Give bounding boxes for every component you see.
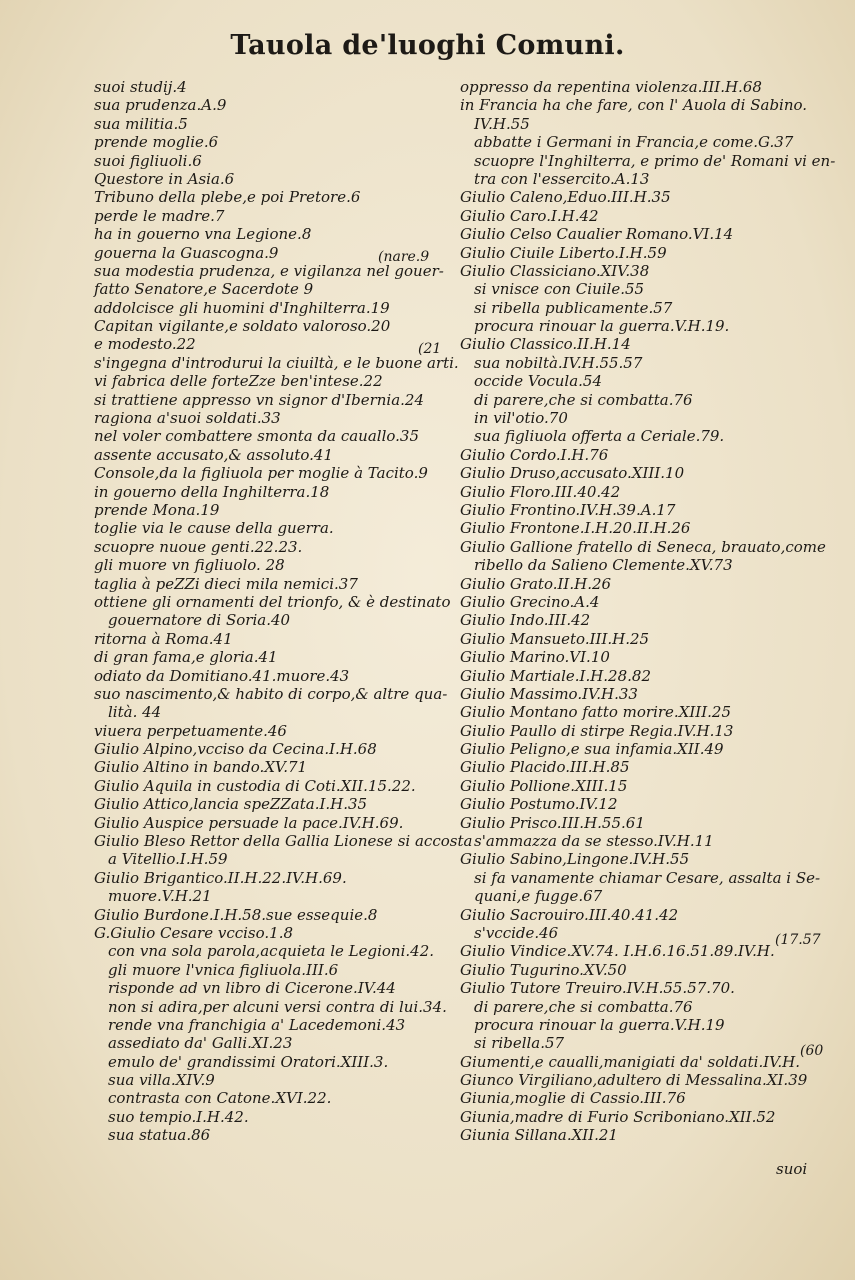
- index-entry: scuopre l'Inghilterra, e primo de' Romani vi en-: [474, 151, 836, 170]
- index-entry: sua modestia prudenza, e vigilanza nel gouer-: [94, 261, 444, 280]
- index-entry: con vna sola parola,acquieta le Legioni.42.: [108, 942, 435, 961]
- index-entry: rende vna franchigia a' Lacedemoni.43: [108, 1015, 406, 1034]
- index-entry: abbatte i Germani in Francia,e come.G.37: [474, 133, 794, 152]
- index-entry: Giulio Frontone.I.H.20.II.H.26: [460, 519, 691, 538]
- margin-note: (nare.9: [378, 249, 430, 265]
- index-entry: oppresso da repentina violenza.III.H.68: [460, 78, 762, 96]
- index-entry: prende moglie.6: [94, 133, 219, 152]
- margin-note: (21: [418, 341, 442, 357]
- index-entry: s'ingegna d'introdurui la ciuiltà, e le buone arti.: [94, 353, 459, 372]
- index-entry: Giulio Brigantico.II.H.22.IV.H.69.: [94, 868, 347, 887]
- index-entry: nel voler combattere smonta da cauallo.35: [94, 427, 419, 446]
- index-entry: si trattiene appresso vn signor d'Ibernia.24: [94, 390, 425, 409]
- index-entry: Questore in Asia.6: [94, 169, 235, 188]
- margin-note: (17.57: [775, 932, 821, 948]
- index-entry: assediato da' Galli.XI.23: [108, 1034, 293, 1053]
- index-entry: Giulio Sabino,Lingone.IV.H.55: [460, 850, 690, 869]
- index-entry: sua figliuola offerta a Ceriale.79.: [474, 427, 725, 446]
- index-entry: ottiene gli ornamenti del trionfo, & è destinato: [94, 592, 451, 611]
- index-entry: Giulio Grato.II.H.26: [460, 574, 612, 593]
- index-entry: Giulio Indo.III.42: [460, 611, 591, 630]
- index-entry: Giulio Floro.III.40.42: [460, 482, 621, 501]
- index-entry: Giulio Massimo.IV.H.33: [460, 684, 638, 703]
- index-entry: vi fabrica delle forteZze ben'intese.22: [94, 372, 383, 391]
- index-entry: Giulio Sacrouiro.III.40.41.42: [460, 905, 679, 924]
- index-entry: Giulio Altino in bando.XV.71: [94, 758, 308, 777]
- index-entry: occide Vocula.54: [474, 372, 603, 391]
- index-entry: risponde ad vn libro di Cicerone.IV.44: [108, 979, 396, 998]
- index-entry: sua villa.XIV.9: [108, 1071, 215, 1090]
- index-entry: tra con l'essercito.A.13: [474, 169, 650, 188]
- index-entry: ragiona a'suoi soldati.33: [94, 409, 281, 428]
- index-entry: non si adira,per alcuni versi contra di lui.34.: [108, 997, 447, 1016]
- index-entry: Giulio Tugurino.XV.50: [460, 960, 627, 979]
- index-entry: in Francia ha che fare, con l' Auola di Sabino.: [460, 96, 808, 115]
- index-entry: si ribella.57: [474, 1034, 565, 1053]
- index-entry: Giulio Placido.III.H.85: [460, 758, 630, 777]
- page-title: Tauola de'luoghi Comuni.: [230, 30, 625, 61]
- index-entry: Giunia,moglie di Cassio.III.76: [460, 1089, 686, 1108]
- index-entry: si vnisce con Ciuile.55: [474, 280, 645, 299]
- index-entry: ha in gouerno vna Legione.8: [94, 225, 312, 244]
- index-entry: sua nobiltà.IV.H.55.57: [474, 353, 643, 372]
- index-entry: sua militia.5: [94, 114, 188, 133]
- index-entry: perde le madre.7: [94, 206, 225, 225]
- index-entry: procura rinouar la guerra.V.H.19.: [474, 317, 730, 336]
- index-entry: ritorna à Roma.41: [94, 629, 233, 648]
- index-entry: sua prudenza.A.9: [94, 96, 227, 115]
- index-entry: Giulio Druso,accusato.XIII.10: [460, 464, 685, 483]
- index-entry: e modesto.22: [94, 335, 196, 354]
- index-entry: Giulio Auspice persuade la pace.IV.H.69.: [94, 813, 404, 832]
- index-entry: in vil'otio.70: [474, 409, 568, 428]
- index-entry: G.Giulio Cesare vcciso.1.8: [94, 923, 294, 942]
- index-entry: Giumenti,e caualli,manigiati da' soldati.IV.H.: [460, 1052, 800, 1071]
- index-entry: di gran fama,e gloria.41: [94, 648, 278, 667]
- index-entry: in gouerno della Inghilterra.18: [94, 482, 330, 501]
- index-entry: procura rinouar la guerra.V.H.19: [474, 1015, 725, 1034]
- index-entry: IV.H.55: [474, 114, 530, 133]
- index-entry: Giulio Martiale.I.H.28.82: [460, 666, 652, 685]
- index-entry: viuera perpetuamente.46: [94, 721, 287, 740]
- catchword: suoi: [776, 1160, 808, 1178]
- index-entry: contrasta con Catone.XVI.22.: [108, 1089, 332, 1108]
- index-entry: addolcisce gli huomini d'Inghilterra.19: [94, 298, 390, 317]
- index-entry: gouernatore di Soria.40: [108, 611, 291, 630]
- index-entry: Giulio Caleno,Eduo.III.H.35: [460, 188, 671, 207]
- index-entry: a Vitellio.I.H.59: [108, 850, 228, 869]
- index-entry: emulo de' grandissimi Oratori.XIII.3.: [108, 1052, 389, 1071]
- index-entry: Giulio Mansueto.III.H.25: [460, 629, 650, 648]
- index-entry: Console,da la figliuola per moglie à Tacito.9: [94, 464, 428, 483]
- margin-note: (60: [800, 1043, 824, 1059]
- index-entry: Tribuno della plebe,e poi Pretore.6: [94, 188, 361, 207]
- index-entry: sua statua.86: [108, 1126, 211, 1145]
- index-entry: Giulio Bleso Rettor della Gallia Lionese si accosta: [94, 832, 473, 851]
- index-entry: fatto Senatore,e Sacerdote 9: [94, 280, 314, 299]
- index-entry: suo tempio.I.H.42.: [108, 1107, 249, 1126]
- index-entry: lità. 44: [108, 703, 162, 722]
- index-entry: s'ammazza da se stesso.IV.H.11: [474, 832, 714, 851]
- index-entry: taglia à peZZi dieci mila nemici.37: [94, 574, 358, 593]
- index-entry: Giulio Ciuile Liberto.I.H.59: [460, 243, 667, 262]
- index-column-left: [94, 78, 473, 1145]
- index-entry: Giulio Frontino.IV.H.39.A.17: [460, 500, 676, 519]
- index-entry: suo nascimento,& habito di corpo,& altre qua-: [94, 684, 448, 703]
- index-entry: Giulio Montano fatto morire.XIII.25: [460, 703, 732, 722]
- index-entry: gouerna la Guascogna.9: [94, 243, 279, 262]
- index-entry: prende Mona.19: [94, 500, 220, 519]
- index-entry: odiato da Domitiano.41.muore.43: [94, 666, 350, 685]
- index-entry: Giunco Virgiliano,adultero di Messalina.XI.39: [460, 1071, 808, 1090]
- index-entry: Giulio Caro.I.H.42: [460, 206, 599, 225]
- index-entry: di parere,che si combatta.76: [474, 997, 693, 1016]
- index-entry: Giulio Classico.II.H.14: [460, 335, 631, 354]
- index-entry: muore.V.H.21: [108, 887, 212, 906]
- index-entry: si fa vanamente chiamar Cesare, assalta i Se-: [474, 868, 821, 887]
- index-entry: Giulio Celso Caualier Romano.VI.14: [460, 225, 734, 244]
- index-entry: gli muore l'vnica figliuola.III.6: [108, 960, 339, 979]
- index-entry: ribello da Salieno Clemente.XV.73: [474, 556, 733, 575]
- index-entry: Giulio Pelignо,e sua infamia.XII.49: [460, 740, 724, 759]
- index-entry: Giulio Vindice.XV.74. I.H.6.16.51.89.IV.H.: [460, 942, 775, 961]
- index-entry: suoi figliuoli.6: [94, 151, 202, 170]
- index-entry: Giulio Aquila in custodia di Coti.XII.15.22.: [94, 776, 416, 795]
- index-entry: gli muore vn figliuolo. 28: [94, 556, 285, 575]
- index-entry: Giulio Gallione fratello di Seneca, brauato,come: [460, 537, 826, 556]
- index-entry: scuopre nuoue genti.22.23.: [94, 537, 303, 556]
- index-entry: Giulio Tutore Treuiro.IV.H.55.57.70.: [460, 979, 735, 998]
- index-entry: Capitan vigilante,e soldato valoroso.20: [94, 317, 391, 336]
- index-entry: toglie via le cause della guerra.: [94, 519, 334, 538]
- index-entry: assente accusato,& assoluto.41: [94, 445, 334, 464]
- index-entry: Giulio Pollione.XIII.15: [460, 776, 628, 795]
- index-entry: Giulio Prisco.III.H.55.61: [460, 813, 645, 832]
- index-entry: Giulio Classiciano.XIV.38: [460, 261, 650, 280]
- index-entry: suoi studij.4: [94, 78, 187, 96]
- index-entry: Giulio Cordo.I.H.76: [460, 445, 609, 464]
- index-entry: Giulio Marino.VI.10: [460, 648, 610, 667]
- index-entry: Giulio Attico,lancia speZZata.I.H.35: [94, 795, 368, 814]
- index-entry: si ribella publicamente.57: [474, 298, 673, 317]
- index-entry: quani,e fugge.67: [474, 887, 603, 906]
- index-entry: Giulio Grecino.A.4: [460, 592, 600, 611]
- index-entry: s'vccide.46: [474, 923, 559, 942]
- index-entry: Giunia,madre di Furio Scriboniano.XII.52: [460, 1107, 776, 1126]
- index-column-right: [460, 78, 840, 1145]
- index-entry: Giulio Paullo di stirpe Regia.IV.H.13: [460, 721, 734, 740]
- index-entry: di parere,che si combatta.76: [474, 390, 693, 409]
- index-entry: Giulio Postumo.IV.12: [460, 795, 618, 814]
- index-entry: Giunia Sillana.XII.21: [460, 1126, 618, 1145]
- index-entry: Giulio Burdone.I.H.58.sue essequie.8: [94, 905, 378, 924]
- index-entry: Giulio Alpino,vcciso da Cecina.I.H.68: [94, 740, 377, 759]
